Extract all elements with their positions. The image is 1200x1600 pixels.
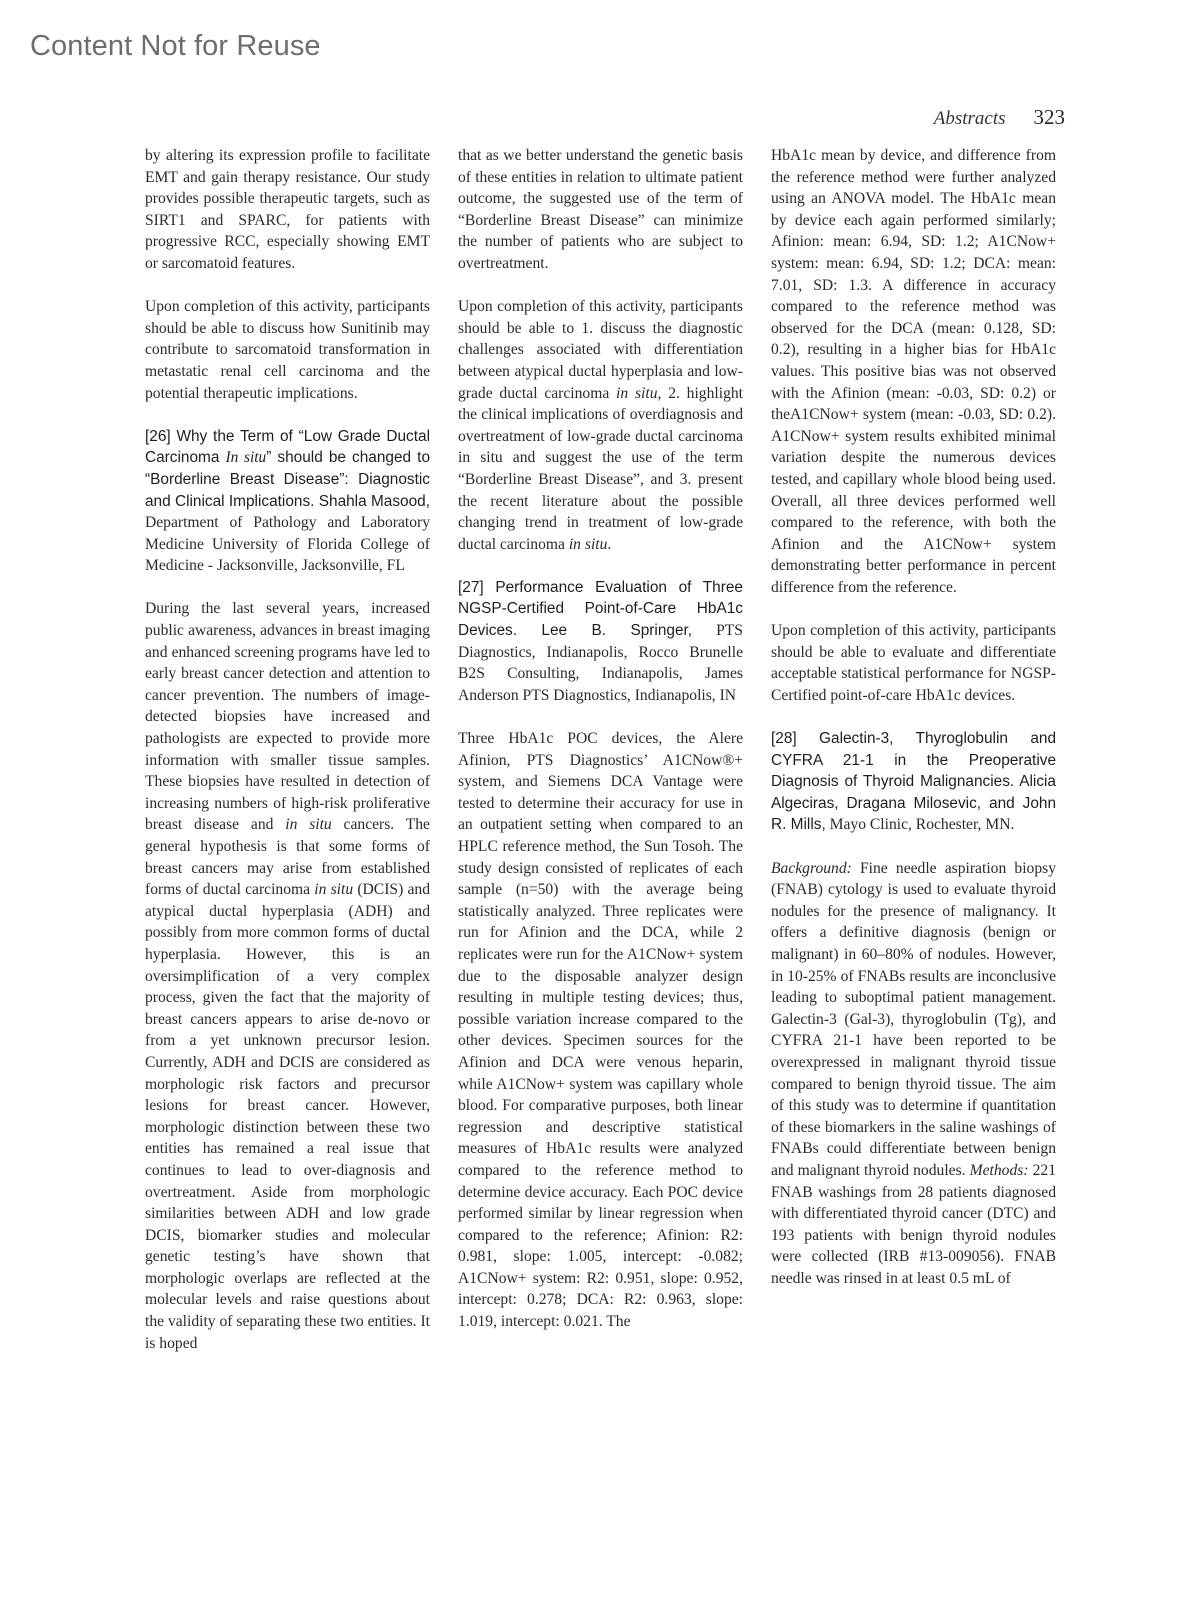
abstract-28-header [771,728,1056,836]
running-head [934,105,1065,130]
abstract-27-authors: Lee B. Springer, [517,622,693,640]
background-label: Background: [771,859,852,877]
watermark: Content Not for Reuse [30,30,321,62]
abstract-27-title: [27] Performance Evaluation of Three NGSP-Certified Point-of-Care HbA1c Devices. [458,578,743,640]
abstract-26-authors: Shahla Masood, [314,492,430,510]
title-text: ” should be changed to “Borderline Breast Disease”: Diagnostic and Clinical Implications. [145,449,431,510]
abstract-27-body: Three HbA1c POC devices, the Alere Afinion, PTS Diagnostics’ A1CNow®+ system, and Siemens DCA Vantage were tested to determine their accuracy for use in an outpatient setting when compared to an HPLC reference method, the Sun Tosoh. The study design consisted of replicates of each sample (n=50) with the average being statistically analyzed. Three replicates were run for Afinion and the DCA, while 2 replicates were run for the A1CNow+ system due to the disposable analyzer design resulting in multiple testing devices; thus, possible variation increase compared to the other devices. Specimen sources for the Afinion and DCA were venous heparin, while A1CNow+ system was capillary whole blood. For comparative purposes, both linear regression and descriptive statistical measures of HbA1c results were analyzed compared to the reference method to determine device accuracy. Each POC device performed similar by linear regression when compared to the reference; Afinion: R2: 0.981, slope: 1.005, intercept: -0.082; A1CNow+ system: R2: 0.951, slope: 0.952, intercept: 0.278; DCA: R2: 0.963, slope: 1.019, intercept: 0.021. The [458,730,743,1331]
body-text: (DCIS) and atypical ductal hyperplasia (ADH) and possibly from more common forms of ductal hyperplasia. However, this is an oversimplification of a very complex process, given the fact that the majority of breast cancers appears to arise de-novo or from a yet unknown precursor lesion. Currently, ADH and DCIS are considered as morphologic risk factors and precursor lesions for breast cancer. However, morphologic distinction between these two entities has remained a real issue that continues to lead to over-diagnosis and overtreatment. Aside from morphologic similarities between ADH and low grade DCIS, biomarker studies and molecular genetic testing’s have shown that morphologic overlaps are reflected at the molecular levels and raise questions about the validity of separating these two entities. It is hoped [145,881,430,1352]
paragraph: by altering its expression profile to facilitate EMT and gain therapy resistance. Our study provides possible therapeutic targets, such as SIRT1 and SPARC, for patients with progressive RCC, especially showing EMT or sarcomatoid features. [145,147,430,272]
title-text: [26] Why the Term of “Low Grade Ductal Carcinoma [145,427,430,467]
body-text: , 2. highlight the clinical implications of overdiagnosis and overtreatment of low-grade ductal carcinoma in situ and suggest the use of the term “Borderline Breast Disease”, and 3. present the recent literature about the possible changing trend in treatment of low-grade ductal carcinoma [458,384,743,553]
body-italic: in situ [314,881,354,899]
methods-label: Methods: [969,1161,1029,1179]
paragraph: that as we better understand the genetic basis of these entities in relation to ultimate patient outcome, the suggested use of the term of “Borderline Breast Disease” can minimize the number of patients who are subject to overtreatment. [458,147,743,272]
page-number: 323 [1033,105,1065,129]
learning-objective: Upon completion of this activity, participants should be able to discuss how Sunitinib may contribute to sarcomatoid transformation in metastatic renal cell carcinoma and the potential therapeutic implications. [145,298,430,402]
abstract-28-title: [28] Galectin-3, Thyroglobulin and CYFRA 21-1 in the Preoperative Diagnosis of Thyroid Malignancies. [771,730,1056,791]
abstract-27-affiliation: PTS Diagnostics, Indianapolis, Rocco Brunelle B2S Consulting, Indianapolis, James Anderson PTS Diagnostics, Indianapolis, IN [458,622,743,704]
section-title: Abstracts [933,108,1006,129]
column-3 [771,145,1056,1354]
body-italic: in situ [616,384,658,402]
body-text: . [607,535,612,553]
abstract-28-authors: Alicia Algeciras, Dragana Milosevic, and John R. Mills, [771,773,1056,834]
body-italic: in situ [285,816,332,834]
body-text: During the last several years, increased public awareness, advances in breast imaging and enhanced screening programs have led to early breast cancer detection and attention to cancer prevention. The numbers of image-detected biopsies have increased and pathologists are expected to provide more information with smaller tissue samples. These biopsies have resulted in detection of increasing numbers of high-risk proliferative breast disease and [145,600,430,834]
paragraph: HbA1c mean by device, and difference from the reference method were further analyzed using an ANOVA model. The HbA1c mean by device each again performed similarly; Afinion: mean: 6.94, SD: 1.2; A1CNow+ system: mean: 6.94, SD: 1.2; DCA: mean: 7.01, SD: 1.3. A difference in accuracy compared to the reference method was observed for the DCA (mean: 0.128, SD: 0.2), resulting in a higher bias for HbA1c values. This positive bias was not observed with the Afinion (mean: -0.03, SD: 0.2) or theA1CNow+ system (mean: -0.03, SD: 0.2). A1CNow+ system results exhibited minimal variation despite the numerous devices tested, and capillary whole blood being used. Overall, all three devices performed well compared to the reference, with both the Afinion and the A1CNow+ system demonstrating better performance in percent difference from the reference. [771,147,1056,596]
abstract-26-header [145,426,430,577]
methods-text: 221 FNAB washings from 28 patients diagnosed with differentiated thyroid cancer (DTC) and 193 patients with benign thyroid nodules were collected (IRB #13-009056). FNAB needle was rinsed in at least 0.5 mL of [771,1161,1056,1287]
background-text: Fine needle aspiration biopsy (FNAB) cytology is used to evaluate thyroid nodules for the presence of malignancy. It offers a definitive diagnosis (benign or malignant) in 60–80% of nodules. However, in 10-25% of FNABs results are inconclusive leading to suboptimal patient management. Galectin-3 (Gal-3), thyroglobulin (Tg), and CYFRA 21-1 have been reported to be overexpressed in malignant thyroid tissue compared to benign thyroid tissue. The aim of this study was to determine if quantitation of these biomarkers in the saline washings of FNABs could differentiate between benign and malignant thyroid nodules. [771,859,1056,1179]
column-1 [145,145,430,1354]
body-italic: in situ [568,535,608,553]
abstract-28-body [771,858,1056,1290]
column-2 [458,145,743,1354]
learning-objective: Upon completion of this activity, participants should be able to evaluate and differentiate acceptable statistical performance for NGSP-Certified point-of-care HbA1c devices. [771,622,1056,704]
abstract-27-header [458,577,743,707]
body-text: cancers. The general hypothesis is that some forms of breast cancers may arise from established forms of ductal carcinoma [145,816,430,899]
abstract-28-affiliation: Mayo Clinic, Rochester, MN. [825,816,1015,834]
article-columns [145,145,1056,1354]
learning-objective [458,296,743,555]
abstract-26-body [145,598,430,1354]
title-italic: In situ [225,449,267,467]
body-text: Upon completion of this activity, participants should be able to 1. discuss the diagnostic challenges associated with differentiation between atypical ductal hyperplasia and low-grade ductal carcinoma [458,298,743,402]
abstract-26-affiliation: Department of Pathology and Laboratory Medicine University of Florida College of Medicine - Jacksonville, Jacksonville, FL [145,514,430,575]
